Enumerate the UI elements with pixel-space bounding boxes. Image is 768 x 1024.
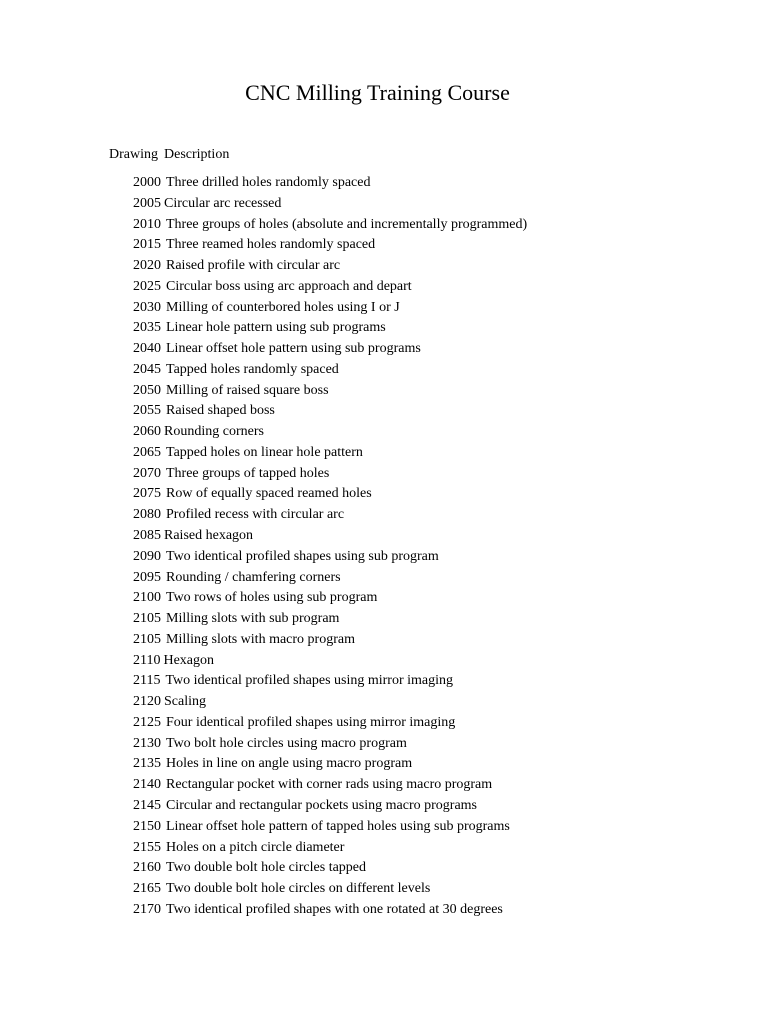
list-item bbox=[133, 547, 527, 568]
list-item bbox=[133, 879, 527, 900]
drawing-description: Linear hole pattern using sub programs bbox=[166, 320, 386, 336]
drawing-description: Holes on a pitch circle diameter bbox=[166, 839, 345, 855]
drawing-number: 2130 bbox=[133, 735, 161, 751]
drawing-description: Holes in line on angle using macro program bbox=[166, 756, 413, 772]
list-item bbox=[133, 858, 527, 879]
drawing-number: 2030 bbox=[133, 299, 161, 315]
drawing-description: Rectangular pocket with corner rads using macro program bbox=[166, 777, 493, 793]
drawing-number: 2100 bbox=[133, 590, 161, 606]
drawing-number: 2150 bbox=[133, 818, 161, 834]
drawing-description: Raised shaped boss bbox=[166, 403, 275, 419]
drawing-number: 2135 bbox=[133, 756, 161, 772]
drawing-description: Raised profile with circular arc bbox=[166, 258, 341, 274]
drawing-number: 2155 bbox=[133, 839, 161, 855]
drawing-description: Circular arc recessed bbox=[164, 195, 282, 211]
drawing-number: 2060 bbox=[133, 424, 161, 440]
drawing-description: Two bolt hole circles using macro program bbox=[166, 735, 407, 751]
list-item bbox=[133, 360, 527, 381]
drawing-number: 2160 bbox=[133, 860, 161, 876]
list-item bbox=[133, 838, 527, 859]
drawing-description: Four identical profiled shapes using mirror imaging bbox=[166, 714, 456, 730]
drawing-description: Linear offset hole pattern using sub programs bbox=[166, 341, 421, 357]
drawing-number: 2035 bbox=[133, 320, 161, 336]
drawing-number: 2045 bbox=[133, 361, 161, 377]
list-item bbox=[133, 568, 527, 589]
list-item bbox=[133, 443, 527, 464]
drawing-description: Circular and rectangular pockets using macro programs bbox=[166, 797, 478, 813]
drawing-description: Tapped holes on linear hole pattern bbox=[166, 444, 363, 460]
list-header bbox=[109, 146, 229, 164]
page-title: CNC Milling Training Course bbox=[245, 80, 510, 105]
list-item bbox=[133, 235, 527, 256]
list-item bbox=[133, 692, 527, 713]
drawing-description: Tapped holes randomly spaced bbox=[166, 361, 339, 377]
list-item bbox=[133, 609, 527, 630]
list-item bbox=[133, 754, 527, 775]
drawing-description: Three drilled holes randomly spaced bbox=[166, 175, 371, 190]
drawing-description: Milling of counterbored holes using I or J bbox=[166, 299, 400, 315]
drawing-number: 2090 bbox=[133, 548, 161, 564]
drawing-number: 2120 bbox=[133, 694, 161, 710]
drawing-description: Two double bolt hole circles tapped bbox=[166, 860, 367, 876]
list-item bbox=[133, 173, 527, 194]
list-item bbox=[133, 401, 527, 422]
list-item bbox=[133, 422, 527, 443]
list-item bbox=[133, 671, 527, 692]
list-item bbox=[133, 630, 527, 651]
drawing-number: 2140 bbox=[133, 777, 161, 793]
drawing-number: 2095 bbox=[133, 569, 161, 585]
list-item bbox=[133, 775, 527, 796]
drawing-description: Milling slots with sub program bbox=[166, 611, 340, 627]
list-item bbox=[133, 526, 527, 547]
drawing-number: 2085 bbox=[133, 528, 161, 544]
drawing-description: Two identical profiled shapes using sub program bbox=[166, 548, 439, 564]
list-item bbox=[133, 588, 527, 609]
drawing-number: 2070 bbox=[133, 465, 161, 481]
drawing-description: Linear offset hole pattern of tapped holes using sub programs bbox=[166, 818, 510, 834]
drawing-number: 2015 bbox=[133, 237, 161, 253]
drawing-number: 2000 bbox=[133, 175, 161, 190]
drawing-number: 2040 bbox=[133, 341, 161, 357]
drawing-number: 2170 bbox=[133, 901, 161, 917]
drawing-number: 2010 bbox=[133, 216, 161, 232]
drawing-number: 2025 bbox=[133, 278, 161, 294]
drawing-number: 2080 bbox=[133, 507, 161, 523]
list-item bbox=[133, 505, 527, 526]
drawing-number: 2165 bbox=[133, 881, 161, 897]
list-item bbox=[133, 817, 527, 838]
list-item bbox=[133, 215, 527, 236]
drawing-list bbox=[133, 173, 527, 921]
list-item bbox=[133, 339, 527, 360]
drawing-description: Scaling bbox=[164, 694, 206, 710]
description-column-label: Description bbox=[164, 147, 230, 162]
drawing-description: Rounding corners bbox=[164, 424, 264, 440]
drawing-column-label: Drawing bbox=[109, 147, 158, 162]
drawing-number: 2020 bbox=[133, 258, 161, 274]
list-item bbox=[133, 298, 527, 319]
drawing-number: 2105 bbox=[133, 631, 161, 647]
drawing-number: 2075 bbox=[133, 486, 161, 502]
drawing-number: 2050 bbox=[133, 382, 161, 398]
list-item bbox=[133, 381, 527, 402]
drawing-description: Three reamed holes randomly spaced bbox=[166, 237, 376, 253]
drawing-number: 2055 bbox=[133, 403, 161, 419]
drawing-description: Two rows of holes using sub program bbox=[166, 590, 378, 606]
drawing-description: Row of equally spaced reamed holes bbox=[166, 486, 372, 502]
drawing-number: 2110 bbox=[133, 652, 161, 668]
list-item bbox=[133, 464, 527, 485]
list-item bbox=[133, 277, 527, 298]
drawing-number: 2105 bbox=[133, 611, 161, 627]
drawing-number: 2115 bbox=[133, 673, 161, 689]
list-item bbox=[133, 318, 527, 339]
drawing-description: Profiled recess with circular arc bbox=[166, 507, 345, 523]
list-item bbox=[133, 484, 527, 505]
drawing-description: Raised hexagon bbox=[164, 528, 254, 544]
list-item bbox=[133, 900, 527, 921]
drawing-description: Milling slots with macro program bbox=[166, 631, 355, 647]
drawing-description: Two double bolt hole circles on different levels bbox=[166, 881, 431, 897]
list-item bbox=[133, 796, 527, 817]
list-item bbox=[133, 256, 527, 277]
list-item bbox=[133, 194, 527, 215]
drawing-description: Milling of raised square boss bbox=[166, 382, 329, 398]
drawing-number: 2145 bbox=[133, 797, 161, 813]
list-item bbox=[133, 713, 527, 734]
drawing-description: Two identical profiled shapes with one rotated at 30 degrees bbox=[166, 901, 503, 917]
drawing-description: Three groups of holes (absolute and incrementally programmed) bbox=[166, 216, 528, 232]
list-item bbox=[133, 734, 527, 755]
drawing-description: Three groups of tapped holes bbox=[166, 465, 330, 481]
drawing-number: 2125 bbox=[133, 714, 161, 730]
drawing-description: Two identical profiled shapes using mirror imaging bbox=[165, 673, 453, 689]
drawing-description: Hexagon bbox=[163, 652, 215, 668]
drawing-description: Circular boss using arc approach and depart bbox=[166, 278, 412, 294]
drawing-number: 2005 bbox=[133, 195, 161, 211]
drawing-description: Rounding / chamfering corners bbox=[166, 569, 341, 585]
drawing-number: 2065 bbox=[133, 444, 161, 460]
list-item bbox=[133, 651, 527, 672]
